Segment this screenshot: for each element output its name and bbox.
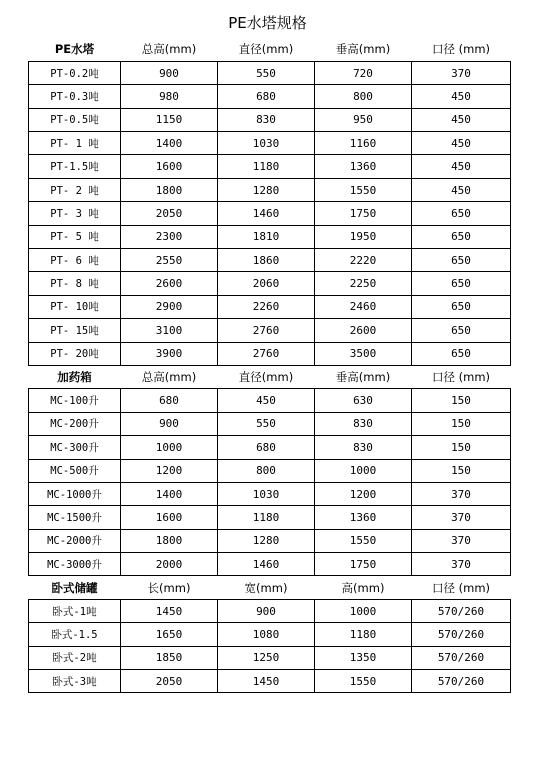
- model-cell: PT- 6 吨: [29, 249, 121, 272]
- value-cell: 950: [315, 108, 412, 131]
- model-cell: PT- 1 吨: [29, 132, 121, 155]
- value-cell: 1150: [121, 108, 218, 131]
- table-row: [29, 389, 511, 412]
- model-cell: PT- 15吨: [29, 319, 121, 342]
- value-cell: 2550: [121, 249, 218, 272]
- value-cell: 800: [315, 85, 412, 108]
- value-cell: 2260: [218, 295, 315, 318]
- column-header: 直径(mm): [238, 370, 294, 385]
- value-cell: 450: [412, 178, 511, 201]
- model-cell: PT- 8 吨: [29, 272, 121, 295]
- value-cell: 1000: [315, 459, 412, 482]
- model-cell: PT- 3 吨: [29, 202, 121, 225]
- value-cell: 680: [218, 85, 315, 108]
- value-cell: 1550: [315, 670, 412, 693]
- section-title: 加药箱: [57, 370, 92, 385]
- value-cell: 450: [412, 108, 511, 131]
- value-cell: 1810: [218, 225, 315, 248]
- table-row: [29, 506, 511, 529]
- value-cell: 370: [412, 553, 511, 576]
- value-cell: 830: [315, 436, 412, 459]
- section-header-row: [29, 38, 511, 61]
- value-cell: 570/260: [412, 623, 511, 646]
- value-cell: 150: [412, 459, 511, 482]
- value-cell: 1200: [121, 459, 218, 482]
- table-row: [29, 646, 511, 669]
- model-cell: PT- 2 吨: [29, 178, 121, 201]
- model-cell: MC-1000升: [29, 482, 121, 505]
- value-cell: 150: [412, 436, 511, 459]
- value-cell: 2250: [315, 272, 412, 295]
- value-cell: 1000: [315, 599, 412, 622]
- value-cell: 1460: [218, 202, 315, 225]
- column-header: 宽(mm): [244, 580, 288, 595]
- value-cell: 2760: [218, 342, 315, 365]
- value-cell: 570/260: [412, 646, 511, 669]
- value-cell: 2050: [121, 670, 218, 693]
- value-cell: 2760: [218, 319, 315, 342]
- table-row: [29, 482, 511, 505]
- column-header: 垂高(mm): [335, 370, 391, 385]
- model-cell: MC-200升: [29, 412, 121, 435]
- model-cell: PT- 5 吨: [29, 225, 121, 248]
- table-row: [29, 202, 511, 225]
- model-cell: 卧式-1.5: [29, 623, 121, 646]
- model-cell: PT-0.5吨: [29, 108, 121, 131]
- column-header: 垂高(mm): [335, 42, 391, 57]
- table-row: [29, 553, 511, 576]
- value-cell: 2050: [121, 202, 218, 225]
- value-cell: 1360: [315, 506, 412, 529]
- value-cell: 1550: [315, 178, 412, 201]
- section-header-row: [29, 365, 511, 388]
- section-title: PE水塔: [54, 42, 95, 57]
- value-cell: 900: [121, 412, 218, 435]
- value-cell: 150: [412, 389, 511, 412]
- table-row: [29, 599, 511, 622]
- value-cell: 1600: [121, 155, 218, 178]
- value-cell: 450: [412, 85, 511, 108]
- value-cell: 1280: [218, 529, 315, 552]
- column-header: 口径 (mm): [431, 580, 491, 595]
- value-cell: 1750: [315, 202, 412, 225]
- value-cell: 650: [412, 225, 511, 248]
- model-cell: MC-3000升: [29, 553, 121, 576]
- value-cell: 720: [315, 61, 412, 84]
- model-cell: PT- 10吨: [29, 295, 121, 318]
- table-row: [29, 412, 511, 435]
- column-header: 直径(mm): [238, 42, 294, 57]
- value-cell: 370: [412, 506, 511, 529]
- value-cell: 570/260: [412, 670, 511, 693]
- value-cell: 1600: [121, 506, 218, 529]
- value-cell: 1850: [121, 646, 218, 669]
- value-cell: 550: [218, 61, 315, 84]
- table-row: [29, 529, 511, 552]
- value-cell: 2600: [315, 319, 412, 342]
- value-cell: 1030: [218, 482, 315, 505]
- value-cell: 900: [121, 61, 218, 84]
- value-cell: 1200: [315, 482, 412, 505]
- value-cell: 1450: [121, 599, 218, 622]
- value-cell: 2600: [121, 272, 218, 295]
- value-cell: 1550: [315, 529, 412, 552]
- model-cell: 卧式-3吨: [29, 670, 121, 693]
- table-row: [29, 132, 511, 155]
- table-row: [29, 295, 511, 318]
- table-row: [29, 85, 511, 108]
- model-cell: 卧式-2吨: [29, 646, 121, 669]
- model-cell: MC-300升: [29, 436, 121, 459]
- value-cell: 370: [412, 61, 511, 84]
- value-cell: 630: [315, 389, 412, 412]
- value-cell: 650: [412, 319, 511, 342]
- value-cell: 1800: [121, 178, 218, 201]
- page-title: PE水塔规格: [228, 14, 307, 32]
- value-cell: 370: [412, 529, 511, 552]
- value-cell: 1080: [218, 623, 315, 646]
- table-row: [29, 249, 511, 272]
- table-row: [29, 319, 511, 342]
- table-row: [29, 670, 511, 693]
- table-row: [29, 623, 511, 646]
- value-cell: 1180: [315, 623, 412, 646]
- value-cell: 1750: [315, 553, 412, 576]
- value-cell: 3900: [121, 342, 218, 365]
- column-header: 总高(mm): [141, 370, 197, 385]
- value-cell: 650: [412, 249, 511, 272]
- value-cell: 1860: [218, 249, 315, 272]
- model-cell: MC-100升: [29, 389, 121, 412]
- table-row: [29, 272, 511, 295]
- model-cell: MC-1500升: [29, 506, 121, 529]
- value-cell: 150: [412, 412, 511, 435]
- value-cell: 2900: [121, 295, 218, 318]
- value-cell: 1280: [218, 178, 315, 201]
- value-cell: 1400: [121, 132, 218, 155]
- value-cell: 980: [121, 85, 218, 108]
- section-header-row: [29, 576, 511, 599]
- value-cell: 1800: [121, 529, 218, 552]
- value-cell: 2460: [315, 295, 412, 318]
- value-cell: 1000: [121, 436, 218, 459]
- value-cell: 830: [315, 412, 412, 435]
- value-cell: 1400: [121, 482, 218, 505]
- column-header: 高(mm): [341, 580, 385, 595]
- value-cell: 2300: [121, 225, 218, 248]
- column-header: 口径 (mm): [431, 42, 491, 57]
- value-cell: 650: [412, 342, 511, 365]
- value-cell: 1160: [315, 132, 412, 155]
- table-row: [29, 61, 511, 84]
- value-cell: 800: [218, 459, 315, 482]
- model-cell: PT- 20吨: [29, 342, 121, 365]
- value-cell: 830: [218, 108, 315, 131]
- table-row: [29, 342, 511, 365]
- column-header: 总高(mm): [141, 42, 197, 57]
- value-cell: 1950: [315, 225, 412, 248]
- value-cell: 1030: [218, 132, 315, 155]
- model-cell: MC-500升: [29, 459, 121, 482]
- value-cell: 1650: [121, 623, 218, 646]
- value-cell: 2060: [218, 272, 315, 295]
- model-cell: MC-2000升: [29, 529, 121, 552]
- value-cell: 1350: [315, 646, 412, 669]
- value-cell: 650: [412, 202, 511, 225]
- value-cell: 1180: [218, 506, 315, 529]
- table-row: [29, 108, 511, 131]
- table-row: [29, 178, 511, 201]
- spec-table: [28, 38, 511, 693]
- section-title: 卧式储罐: [51, 580, 98, 595]
- value-cell: 1180: [218, 155, 315, 178]
- value-cell: 1460: [218, 553, 315, 576]
- value-cell: 650: [412, 272, 511, 295]
- model-cell: PT-1.5吨: [29, 155, 121, 178]
- table-row: [29, 225, 511, 248]
- value-cell: 680: [121, 389, 218, 412]
- value-cell: 370: [412, 482, 511, 505]
- column-header: 口径 (mm): [431, 370, 491, 385]
- value-cell: 1360: [315, 155, 412, 178]
- model-cell: PT-0.2吨: [29, 61, 121, 84]
- column-header: 长(mm): [147, 580, 191, 595]
- value-cell: 450: [412, 132, 511, 155]
- table-row: [29, 155, 511, 178]
- value-cell: 450: [218, 389, 315, 412]
- value-cell: 680: [218, 436, 315, 459]
- table-row: [29, 436, 511, 459]
- value-cell: 570/260: [412, 599, 511, 622]
- value-cell: 450: [412, 155, 511, 178]
- value-cell: 2220: [315, 249, 412, 272]
- value-cell: 1450: [218, 670, 315, 693]
- value-cell: 3500: [315, 342, 412, 365]
- value-cell: 2000: [121, 553, 218, 576]
- value-cell: 900: [218, 599, 315, 622]
- model-cell: 卧式-1吨: [29, 599, 121, 622]
- value-cell: 1250: [218, 646, 315, 669]
- value-cell: 650: [412, 295, 511, 318]
- value-cell: 550: [218, 412, 315, 435]
- table-row: [29, 459, 511, 482]
- model-cell: PT-0.3吨: [29, 85, 121, 108]
- value-cell: 3100: [121, 319, 218, 342]
